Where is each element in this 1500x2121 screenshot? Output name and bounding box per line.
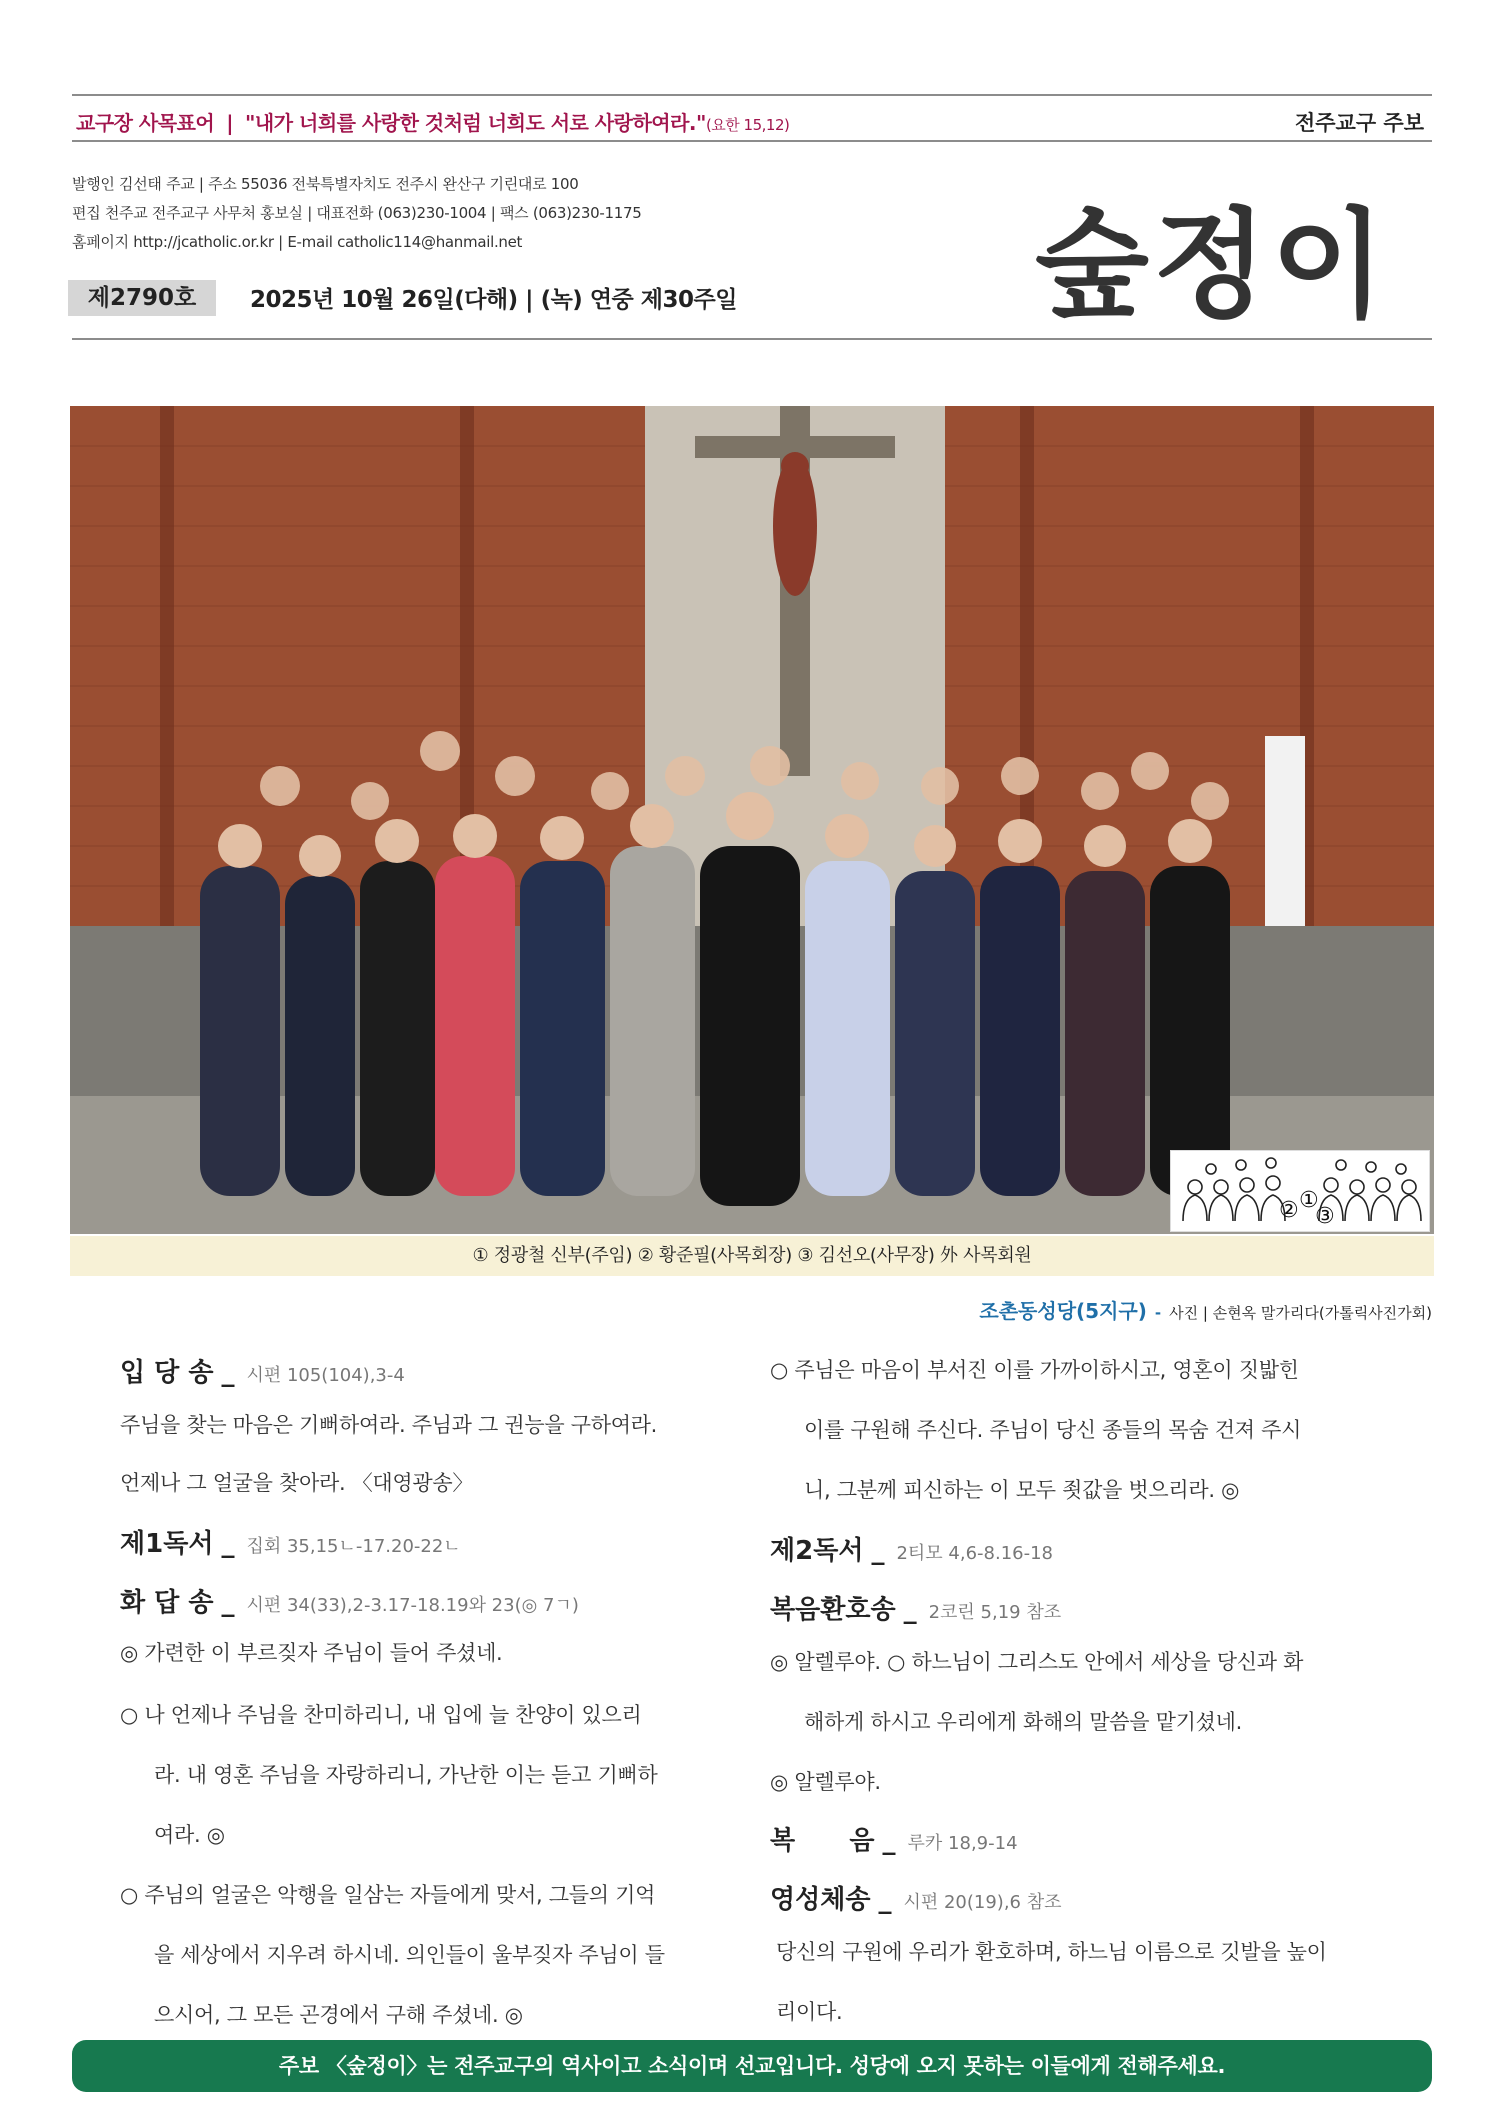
second-reading-heading xyxy=(770,1530,1390,1567)
psalm-text-line: 여라. ◎ xyxy=(154,1823,225,1847)
credit-dash: - xyxy=(1154,1304,1162,1322)
communion-text-line: 당신의 구원에 우리가 환호하며, 하느님 이름으로 깃발을 높이 xyxy=(776,1940,1327,1964)
gospel-label: 복 음 xyxy=(770,1826,875,1856)
acclamation-text-line: 해하게 하시고 우리에게 화해의 말씀을 맡기셨네. xyxy=(804,1710,1242,1734)
photo-caption: ① 정광철 신부(주임) ② 황준필(사목회장) ③ 김선오(사무장) 外 사목회원 xyxy=(70,1236,1434,1276)
entrance-label: 입 당 송 xyxy=(120,1358,214,1388)
psalm-ref: 시편 34(33),2-3.17-18.19와 23(◎ 7ㄱ) xyxy=(246,1595,579,1616)
underscore: _ xyxy=(878,1885,892,1915)
newsletter-logo: 숲정이 xyxy=(1035,195,1389,334)
second-reading-label: 제2독서 xyxy=(770,1536,864,1566)
church-name: 조촌동성당(5지구) xyxy=(979,1299,1147,1323)
entrance-text-line: 주님을 찾는 마음은 기뻐하여라. 주님과 그 권능을 구하여라. xyxy=(120,1413,658,1437)
contact-info: 홈페이지 http://jcatholic.or.kr | E-mail catholic114@hanmail.net xyxy=(72,233,523,251)
underscore: _ xyxy=(871,1536,885,1566)
header-bottom-rule xyxy=(72,338,1432,340)
acclamation-ref: 2코린 5,19 참조 xyxy=(928,1602,1062,1623)
underscore: _ xyxy=(882,1826,896,1856)
legend-num-3: ③ xyxy=(1315,1204,1335,1229)
motto-reference: (요한 15,12) xyxy=(705,116,790,134)
gospel-ref: 루카 18,9-14 xyxy=(907,1833,1018,1854)
psalm-text-line: ◎ 가련한 이 부르짖자 주님이 들어 주셨네. xyxy=(120,1641,503,1665)
gospel-acclamation-heading xyxy=(770,1589,1390,1626)
readings-left-column xyxy=(120,1352,760,2029)
psalm-text-line: ○ 나 언제나 주님을 찬미하리니, 내 입에 늘 찬양이 있으리 xyxy=(120,1703,642,1727)
motto-text: "내가 너희를 사랑한 것처럼 너희도 서로 사랑하여라." xyxy=(245,111,706,135)
first-reading-heading xyxy=(120,1523,760,1560)
psalm-label: 화 답 송 xyxy=(120,1588,214,1618)
motto-separator: | xyxy=(226,111,234,135)
underscore: _ xyxy=(221,1529,235,1559)
acclamation-text-line: ◎ 알렐루야. ○ 하느님이 그리스도 안에서 세상을 당신과 화 xyxy=(770,1650,1304,1674)
photo-legend xyxy=(1170,1150,1430,1232)
psalm-text-line: 을 세상에서 지우려 하시네. 의인들이 울부짖자 주님이 들 xyxy=(154,1943,665,1967)
footer-banner: 주보 〈숲정이〉는 전주교구의 역사이고 소식이며 선교입니다. 성당에 오지 못하는 이들에게 전해주세요. xyxy=(72,2040,1432,2092)
entrance-ref: 시편 105(104),3-4 xyxy=(246,1365,405,1386)
communion-text-line: 리이다. xyxy=(776,2000,843,2024)
underscore: _ xyxy=(903,1595,917,1625)
second-reading-ref: 2티모 4,6-8.16-18 xyxy=(896,1543,1054,1564)
communion-label: 영성체송 xyxy=(770,1885,871,1915)
psalm-text-line: 으시어, 그 모든 곤경에서 구해 주셨네. ◎ xyxy=(154,2003,523,2027)
issue-date: 2025년 10월 26일(다해) | (녹) 연중 제30주일 xyxy=(250,287,737,313)
top-rule xyxy=(72,94,1432,96)
communion-ref: 시편 20(19),6 참조 xyxy=(903,1892,1062,1913)
underscore: _ xyxy=(221,1588,235,1618)
responsorial-psalm-heading xyxy=(120,1582,760,1619)
gospel-heading xyxy=(770,1820,1390,1857)
publisher-info: 발행인 김선태 주교 | 주소 55036 전북특별자치도 전주시 완산구 기린대로 100 xyxy=(72,175,579,193)
legend-num-2: ② xyxy=(1279,1198,1299,1223)
underscore: _ xyxy=(221,1358,235,1388)
acclamation-text-line: ◎ 알렐루야. xyxy=(770,1770,881,1794)
entrance-text-line: 언제나 그 얼굴을 찾아라. 〈대영광송〉 xyxy=(120,1471,474,1495)
acclamation-label: 복음환호송 xyxy=(770,1595,896,1625)
legend-num-1: ① xyxy=(1299,1188,1319,1213)
communion-antiphon-heading xyxy=(770,1879,1390,1916)
issue-number: 제2790호 xyxy=(68,280,216,316)
first-reading-ref: 집회 35,15ㄴ-17.20-22ㄴ xyxy=(246,1536,461,1557)
psalm-cont-line: 이를 구원해 주신다. 주님이 당신 종들의 목숨 건져 주시 xyxy=(804,1418,1302,1442)
first-reading-label: 제1독서 xyxy=(120,1529,214,1559)
entrance-antiphon-heading xyxy=(120,1352,760,1389)
psalm-text-line: 라. 내 영혼 주님을 자랑하리니, 가난한 이는 듣고 기뻐하 xyxy=(154,1763,658,1787)
psalm-cont-line: 니, 그분께 피신하는 이 모두 죗값을 벗으리라. ◎ xyxy=(804,1478,1240,1502)
photographer-credit: 사진 | 손현옥 말가리다(가톨릭사진가회) xyxy=(1169,1304,1432,1322)
motto-rule xyxy=(72,140,1432,142)
weekly-title: 전주교구 주보 xyxy=(1294,111,1424,135)
psalm-text-line: ○ 주님의 얼굴은 악행을 일삼는 자들에게 맞서, 그들의 기억 xyxy=(120,1883,656,1907)
readings-right-column xyxy=(770,1352,1390,2026)
editor-info: 편집 천주교 전주교구 사무처 홍보실 | 대표전화 (063)230-1004 | 팩스 (063)230-1175 xyxy=(72,204,642,222)
photo-credit xyxy=(979,1295,1432,1324)
pastoral-motto xyxy=(76,107,789,136)
psalm-cont-line: ○ 주님은 마음이 부서진 이를 가까이하시고, 영혼이 짓밟힌 xyxy=(770,1358,1299,1382)
group-photo xyxy=(70,406,1434,1234)
motto-label: 교구장 사목표어 xyxy=(76,111,215,135)
